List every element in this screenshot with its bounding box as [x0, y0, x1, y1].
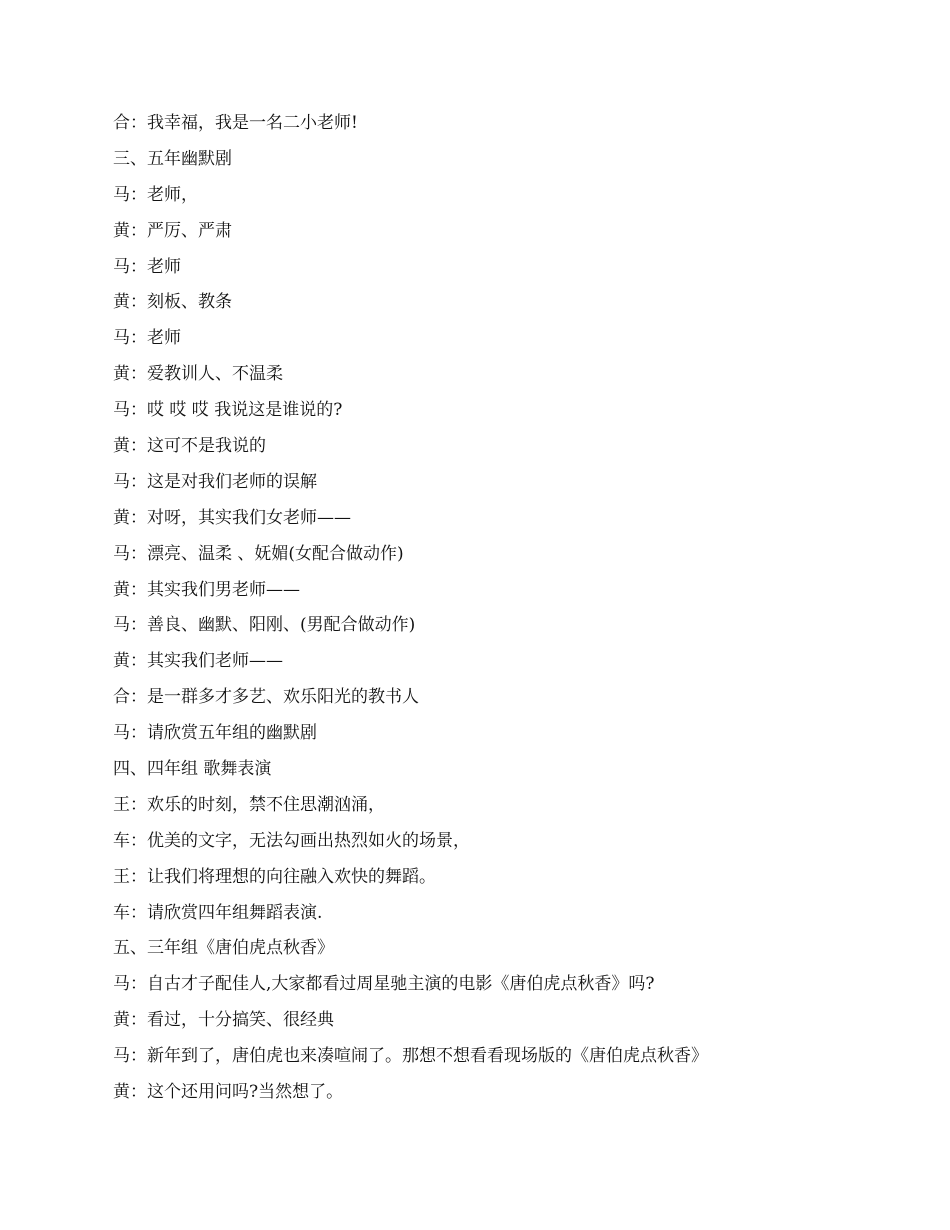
script-line: 马：老师 — [113, 328, 181, 349]
script-line: 马：哎 哎 哎 我说这是谁说的? — [113, 400, 343, 421]
script-line: 马：漂亮、温柔 、妩媚(女配合做动作) — [113, 543, 404, 564]
script-line: 车：请欣赏四年组舞蹈表演. — [113, 902, 323, 923]
section-heading: 四、四年组 歌舞表演 — [113, 759, 272, 780]
script-line: 车：优美的文字，无法勾画出热烈如火的场景， — [113, 830, 470, 851]
script-line: 马：请欣赏五年组的幽默剧 — [113, 723, 317, 744]
script-line: 合：我幸福，我是一名二小老师! — [113, 113, 358, 133]
section-heading: 三、五年幽默剧 — [113, 148, 232, 169]
script-line: 黄：这个还用问吗?当然想了。 — [113, 1082, 344, 1103]
script-line: 黄：其实我们老师—— — [113, 651, 283, 672]
script-line: 黄：这可不是我说的 — [113, 436, 266, 457]
script-line: 王：欢乐的时刻，禁不住思潮汹涌， — [113, 794, 385, 815]
script-line: 马：自古才子配佳人,大家都看过周星驰主演的电影《唐伯虎点秋香》吗? — [113, 974, 655, 995]
script-line: 黄：爱教训人、不温柔 — [113, 364, 283, 385]
script-line: 黄：其实我们男老师—— — [113, 579, 300, 600]
script-line: 黄：看过，十分搞笑、很经典 — [113, 1010, 334, 1031]
script-line: 马：善良、幽默、阳刚、(男配合做动作) — [113, 615, 416, 636]
script-line: 马：老师， — [113, 184, 198, 205]
script-line: 马：这是对我们老师的误解 — [113, 471, 317, 492]
script-line: 王：让我们将理想的向往融入欢快的舞蹈。 — [113, 866, 436, 887]
script-line: 黄：严厉、严肃 — [113, 220, 232, 241]
section-heading: 五、三年组《唐伯虎点秋香》 — [113, 938, 334, 959]
script-line: 黄：对呀，其实我们女老师—— — [113, 507, 351, 528]
script-lines — [113, 110, 913, 1115]
script-line: 黄：刻板、教条 — [113, 292, 232, 313]
script-line: 马：新年到了，唐伯虎也来凑喧闹了。那想不想看看现场版的《唐伯虎点秋香》 — [113, 1046, 708, 1067]
script-line: 马：老师 — [113, 256, 181, 277]
script-line: 合：是一群多才多艺、欢乐阳光的教书人 — [113, 687, 419, 708]
